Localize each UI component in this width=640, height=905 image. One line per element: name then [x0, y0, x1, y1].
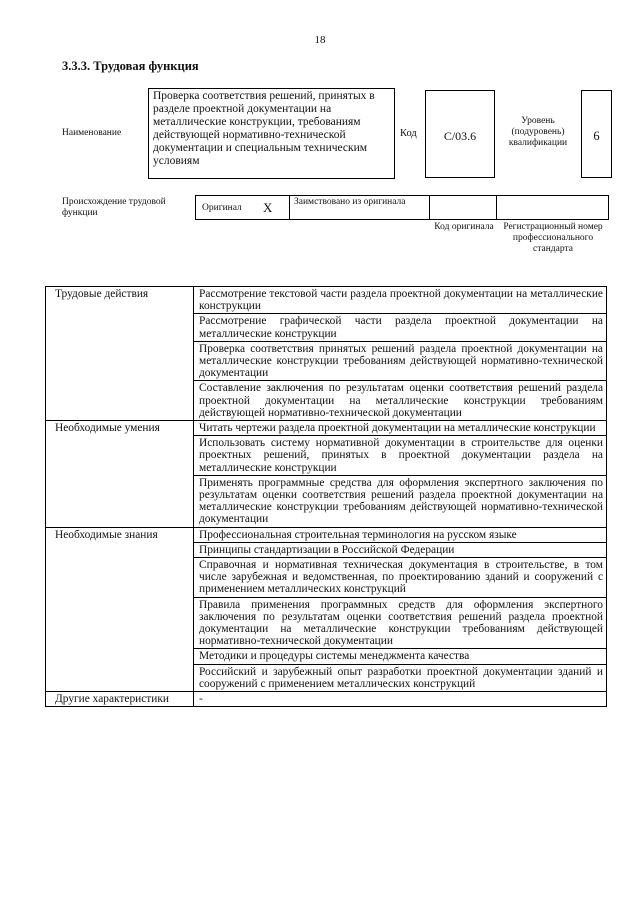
- reg-number-cell: [496, 195, 609, 220]
- table-row: [46, 421, 607, 436]
- section-item: Проверка соответствия принятых решений раздела проектной документации на металлические конструкции требованиям действующей нормативно-технической документации: [194, 341, 607, 381]
- name-label: Наименование: [62, 128, 122, 138]
- level-label: Уровень (подуровень) квалификации: [508, 116, 568, 148]
- section-item: Составление заключения по результатам оценки соответствия решений раздела проектной документации на металлические конструкции требованиям действующей нормативно-технической документации: [194, 381, 607, 421]
- original-label: Оригинал: [202, 203, 242, 213]
- section-item: Использовать систему нормативной документации в строительстве для оценки проектных решений, принятых в проектной документации раздела на металлические конструкции: [194, 436, 607, 476]
- section-item: Рассмотрение текстовой части раздела проектной документации на металлические конструкции: [194, 287, 607, 314]
- function-name: Проверка соответствия решений, принятых в разделе проектной документации на металлические конструкции, требованиям действующей нормативно-технической документации и специальным техническим условиям: [148, 88, 395, 179]
- section-item: Российский и зарубежный опыт разработки проектной документации зданий и сооружений с применением металлических конструкций: [194, 664, 607, 691]
- section-item: -: [194, 692, 607, 707]
- original-mark: X: [263, 200, 273, 215]
- section-item: Методики и процедуры системы менеджмента качества: [194, 649, 607, 664]
- section-item: Рассмотрение графической части раздела проектной документации на металлические конструкции: [194, 314, 607, 341]
- code-value: C/03.6: [425, 90, 495, 178]
- table-row: [46, 692, 607, 707]
- borrowed-label: Заимствовано из оригинала: [294, 197, 406, 207]
- section-item: Правила применения программных средств для оформления экспертного заключения по результатам оценки соответствия решений раздела проектной документации на металлические конструкции требованиям действующей нормативно-технической документации: [194, 597, 607, 649]
- function-table: [45, 286, 607, 707]
- section-label: Другие характеристики: [46, 692, 194, 707]
- section-item: Читать чертежи раздела проектной документации на металлические конструкции: [194, 421, 607, 436]
- section-item: Профессиональная строительная терминология на русском языке: [194, 527, 607, 542]
- section-label: Необходимые знания: [46, 527, 194, 691]
- table-row: [46, 287, 607, 314]
- origin-label: Происхождение трудовой функции: [62, 197, 166, 218]
- section-item: Принципы стандартизации в Российской Федерации: [194, 542, 607, 557]
- section-label: Необходимые умения: [46, 421, 194, 528]
- code-original-caption: Код оригинала: [434, 222, 494, 232]
- page-number: 18: [314, 34, 326, 46]
- section-label: Трудовые действия: [46, 287, 194, 421]
- section-item: Применять программные средства для оформления экспертного заключения по результатам оценки соответствия решений раздела проектной документации на металлические конструкции требованиям действующей нормативно-технической документации: [194, 475, 607, 527]
- code-original-cell: [429, 195, 497, 220]
- section-heading: 3.3.3. Трудовая функция: [62, 59, 199, 73]
- original-cell: [195, 195, 290, 220]
- level-value: 6: [581, 90, 612, 178]
- borrowed-cell: [289, 195, 430, 220]
- reg-number-caption: Регистрационный номер профессионального стандарта: [503, 222, 603, 254]
- section-item: Справочная и нормативная техническая документация в строительстве, в том числе зарубежная и ведомственная, по проектированию зданий и сооружений с применением металлических конструкций: [194, 558, 607, 598]
- table-row: [46, 527, 607, 542]
- code-label: Код: [400, 128, 417, 139]
